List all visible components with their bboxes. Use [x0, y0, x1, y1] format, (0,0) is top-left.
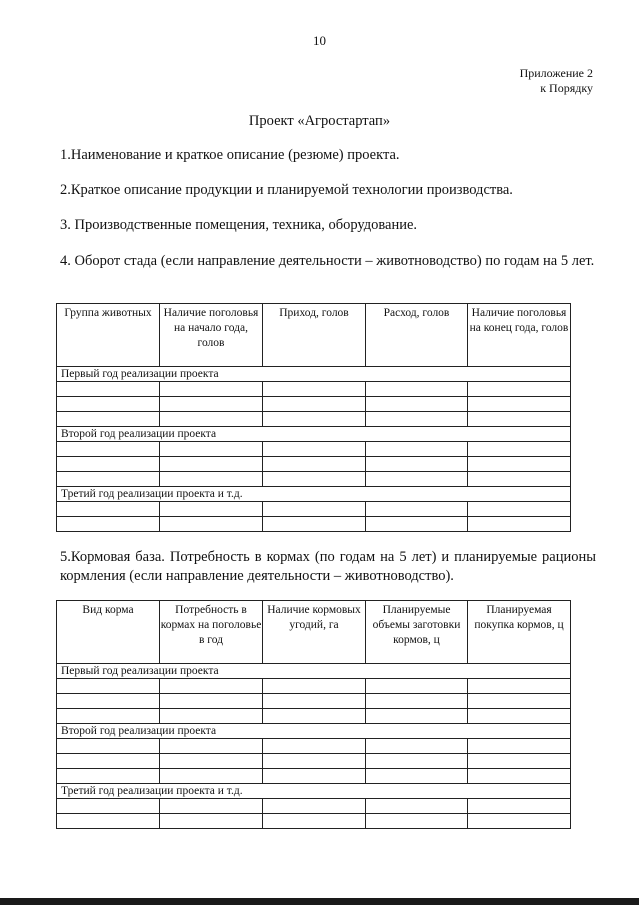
- year-row: Третий год реализации проекта и т.д.: [57, 784, 571, 799]
- table-cell: [160, 814, 263, 829]
- table-cell: [468, 412, 571, 427]
- column-header: Потребность в кормах на поголовье в год: [160, 601, 263, 664]
- table-cell: [57, 709, 160, 724]
- table-row: [57, 799, 571, 814]
- column-header: Вид корма: [57, 601, 160, 664]
- table-cell: [366, 517, 468, 532]
- table-cell: [468, 502, 571, 517]
- table-cell: [263, 457, 366, 472]
- table-cell: [160, 769, 263, 784]
- table-cell: [263, 754, 366, 769]
- feed-base-table: [56, 600, 571, 829]
- table-cell: [160, 397, 263, 412]
- table-row: [57, 517, 571, 532]
- section-4: 4. Оборот стада (если направление деятельности – животноводство) по годам на 5 лет.: [60, 253, 595, 269]
- table-cell: [57, 799, 160, 814]
- table-cell: [263, 769, 366, 784]
- table-cell: [57, 769, 160, 784]
- table-cell: [57, 502, 160, 517]
- table-cell: [160, 457, 263, 472]
- table-cell: [263, 412, 366, 427]
- table-cell: [468, 397, 571, 412]
- table-cell: [366, 754, 468, 769]
- table-cell: [57, 694, 160, 709]
- table-cell: [263, 814, 366, 829]
- table-cell: [366, 397, 468, 412]
- table-row: [57, 442, 571, 457]
- table-cell: [468, 472, 571, 487]
- year-row: Второй год реализации проекта: [57, 427, 571, 442]
- year-row: Второй год реализации проекта: [57, 724, 571, 739]
- table-cell: [57, 397, 160, 412]
- table-cell: [160, 502, 263, 517]
- section-5: 5.Кормовая база. Потребность в кормах (по годам на 5 лет) и планируемые рационы кормления (если направление деятельности – животноводство).: [60, 549, 596, 584]
- section-1: 1.Наименование и краткое описание (резюме) проекта.: [60, 147, 400, 163]
- table-cell: [468, 442, 571, 457]
- table-cell: [366, 799, 468, 814]
- table-row: [57, 694, 571, 709]
- table-cell: [366, 502, 468, 517]
- table-cell: [366, 709, 468, 724]
- table-row: [57, 412, 571, 427]
- table-row: [57, 679, 571, 694]
- column-header: Планируемая покупка кормов, ц: [468, 601, 571, 664]
- table-cell: [468, 709, 571, 724]
- table-cell: [366, 769, 468, 784]
- column-header: Наличие кормовых угодий, га: [263, 601, 366, 664]
- table-cell: [366, 457, 468, 472]
- table-cell: [263, 382, 366, 397]
- table-cell: [366, 472, 468, 487]
- table-cell: [366, 382, 468, 397]
- document-title: Проект «Агростартап»: [248, 113, 391, 129]
- table-row: [57, 382, 571, 397]
- table-cell: [57, 382, 160, 397]
- table-row: [57, 769, 571, 784]
- table-cell: [263, 799, 366, 814]
- appendix-line-2: к Порядку: [540, 81, 593, 95]
- table-row: [57, 814, 571, 829]
- column-header: Наличие поголовья на конец года, голов: [468, 304, 571, 367]
- year-row: Первый год реализации проекта: [57, 664, 571, 679]
- section-3: 3. Производственные помещения, техника, оборудование.: [60, 217, 418, 233]
- table-cell: [57, 814, 160, 829]
- page-number: 10: [313, 33, 326, 48]
- column-header: Планируемые объемы заготовки кормов, ц: [366, 601, 468, 664]
- year-row: Третий год реализации проекта и т.д.: [57, 487, 571, 502]
- appendix-line-1: Приложение 2: [519, 66, 593, 80]
- page-bottom-edge: [0, 898, 639, 905]
- column-header: Приход, голов: [263, 304, 366, 367]
- table-header-row: [57, 601, 571, 664]
- table-cell: [468, 694, 571, 709]
- table-cell: [263, 694, 366, 709]
- table-cell: [160, 412, 263, 427]
- table-cell: [263, 679, 366, 694]
- table-cell: [160, 442, 263, 457]
- table-cell: [160, 739, 263, 754]
- table-cell: [160, 709, 263, 724]
- table-row: [57, 502, 571, 517]
- table-cell: [468, 769, 571, 784]
- table-cell: [263, 472, 366, 487]
- table-cell: [468, 382, 571, 397]
- table-cell: [57, 412, 160, 427]
- table-cell: [263, 709, 366, 724]
- table-row: [57, 472, 571, 487]
- table-cell: [160, 694, 263, 709]
- column-header: Расход, голов: [366, 304, 468, 367]
- table-cell: [468, 517, 571, 532]
- table-cell: [263, 517, 366, 532]
- table-cell: [160, 517, 263, 532]
- table-cell: [366, 814, 468, 829]
- table-cell: [366, 694, 468, 709]
- table-cell: [160, 754, 263, 769]
- table-row: [57, 397, 571, 412]
- table-cell: [57, 679, 160, 694]
- table-cell: [468, 679, 571, 694]
- table-cell: [263, 739, 366, 754]
- column-header: Группа животных: [57, 304, 160, 367]
- table-row: [57, 754, 571, 769]
- table-cell: [468, 739, 571, 754]
- table-cell: [366, 442, 468, 457]
- table-row: [57, 739, 571, 754]
- herd-turnover-table: [56, 303, 571, 532]
- table-cell: [263, 397, 366, 412]
- table-cell: [263, 502, 366, 517]
- table-row: [57, 709, 571, 724]
- table-cell: [468, 754, 571, 769]
- column-header: Наличие поголовья на начало года, голов: [160, 304, 263, 367]
- table-cell: [160, 799, 263, 814]
- table-cell: [263, 442, 366, 457]
- table-cell: [160, 472, 263, 487]
- table-cell: [160, 679, 263, 694]
- table-cell: [468, 799, 571, 814]
- table-cell: [57, 472, 160, 487]
- table-cell: [57, 517, 160, 532]
- table-cell: [57, 457, 160, 472]
- table-cell: [160, 382, 263, 397]
- year-row: Первый год реализации проекта: [57, 367, 571, 382]
- table-cell: [366, 679, 468, 694]
- section-2: 2.Краткое описание продукции и планируемой технологии производства.: [60, 182, 513, 198]
- table-cell: [468, 457, 571, 472]
- table-cell: [57, 739, 160, 754]
- table-cell: [366, 412, 468, 427]
- table-header-row: [57, 304, 571, 367]
- table-cell: [366, 739, 468, 754]
- table-cell: [468, 814, 571, 829]
- table-row: [57, 457, 571, 472]
- table-cell: [57, 442, 160, 457]
- table-cell: [57, 754, 160, 769]
- appendix-note: [520, 66, 593, 96]
